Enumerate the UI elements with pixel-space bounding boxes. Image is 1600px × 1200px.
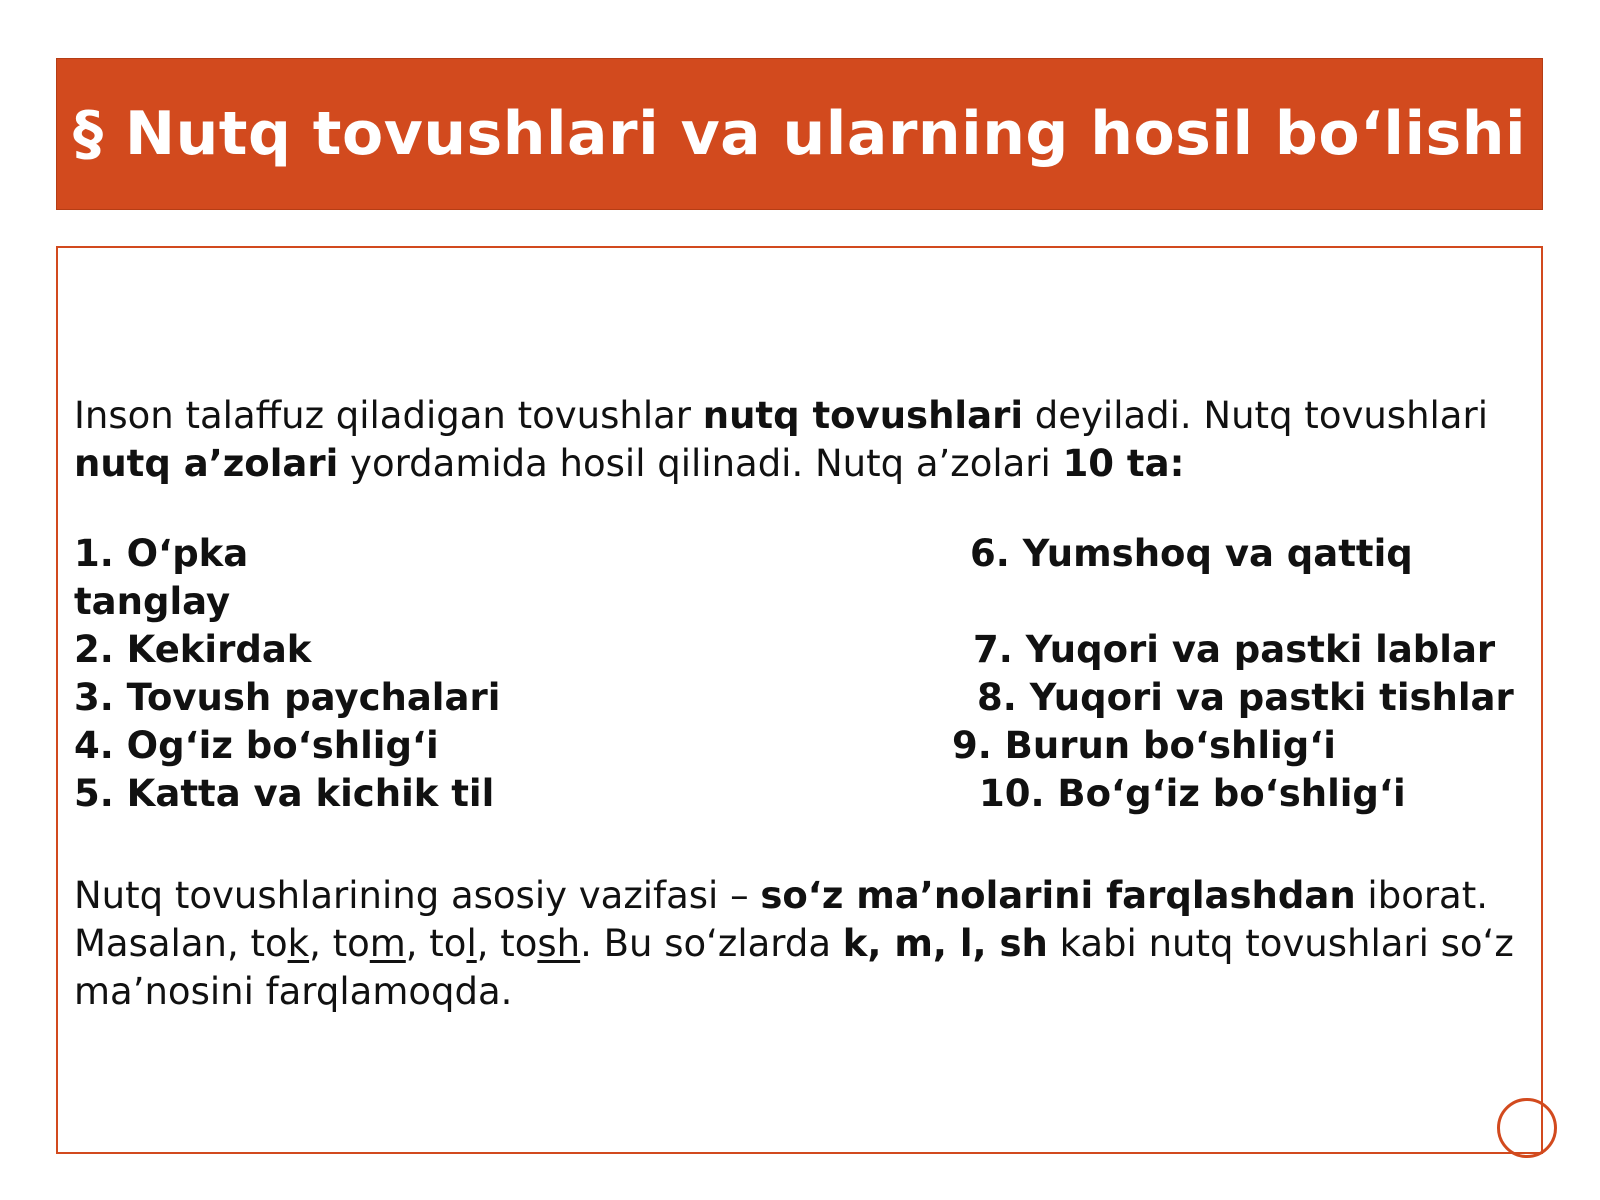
intro-text-2: deyiladi. Nutq tovushlari — [1023, 394, 1488, 437]
content-box — [56, 246, 1543, 1154]
organ-item-5: 5. Katta va kichik til — [74, 772, 495, 815]
organ-item-9: 9. Burun bo‘shlig‘i — [952, 724, 1336, 767]
example-sound-l: l — [466, 922, 477, 965]
example-sound-k: k — [287, 922, 310, 965]
outro-paragraph — [74, 872, 1524, 1016]
outro-text-7: kabi nutq tovushlari so‘z ma’nosini farqlamoqda. — [74, 922, 1514, 1013]
outro-sounds-list: k, m, l, sh — [842, 922, 1048, 965]
organ-item-10: 10. Bo‘g‘iz bo‘shlig‘i — [979, 772, 1406, 815]
example-sound-m: m — [369, 922, 406, 965]
outro-text-6: . Bu so‘zlarda — [580, 922, 843, 965]
organ-item-8: 8. Yuqori va pastki tishlar — [977, 676, 1514, 719]
intro-text-3: yordamida hosil qilinadi. Nutq a’zolari — [338, 442, 1063, 485]
intro-text-1: Inson talaffuz qiladigan tovushlar — [74, 394, 703, 437]
organ-item-6: 6. Yumshoq va qattiq — [970, 532, 1413, 575]
intro-count: 10 ta: — [1062, 442, 1185, 485]
organ-item-1: 1. O‘pka — [74, 532, 249, 575]
outro-text-2: iborat. Masalan, to — [74, 874, 1488, 965]
organ-item-3: 3. Tovush paychalari — [74, 676, 501, 719]
organ-item-6-continuation: tanglay — [74, 580, 231, 623]
organ-item-2: 2. Kekirdak — [74, 628, 312, 671]
title-banner — [56, 58, 1543, 210]
outro-text-1: Nutq tovushlarining asosiy vazifasi – — [74, 874, 761, 917]
intro-paragraph — [74, 392, 1524, 488]
intro-term-speech-organs: nutq a’zolari — [74, 442, 339, 485]
outro-text-5: , to — [476, 922, 538, 965]
example-sound-sh: sh — [537, 922, 581, 965]
organ-item-7: 7. Yuqori va pastki lablar — [973, 628, 1496, 671]
organ-item-4: 4. Og‘iz bo‘shlig‘i — [74, 724, 439, 767]
outro-text-4: , to — [405, 922, 467, 965]
corner-circle-decoration — [1497, 1098, 1557, 1158]
intro-term-speech-sounds: nutq tovushlari — [702, 394, 1023, 437]
outro-term-function: so‘z ma’nolarini farqlashdan — [760, 874, 1356, 917]
outro-text-3: , to — [309, 922, 370, 965]
slide-title: § Nutq tovushlari va ularning hosil boʻlishi — [72, 99, 1527, 169]
